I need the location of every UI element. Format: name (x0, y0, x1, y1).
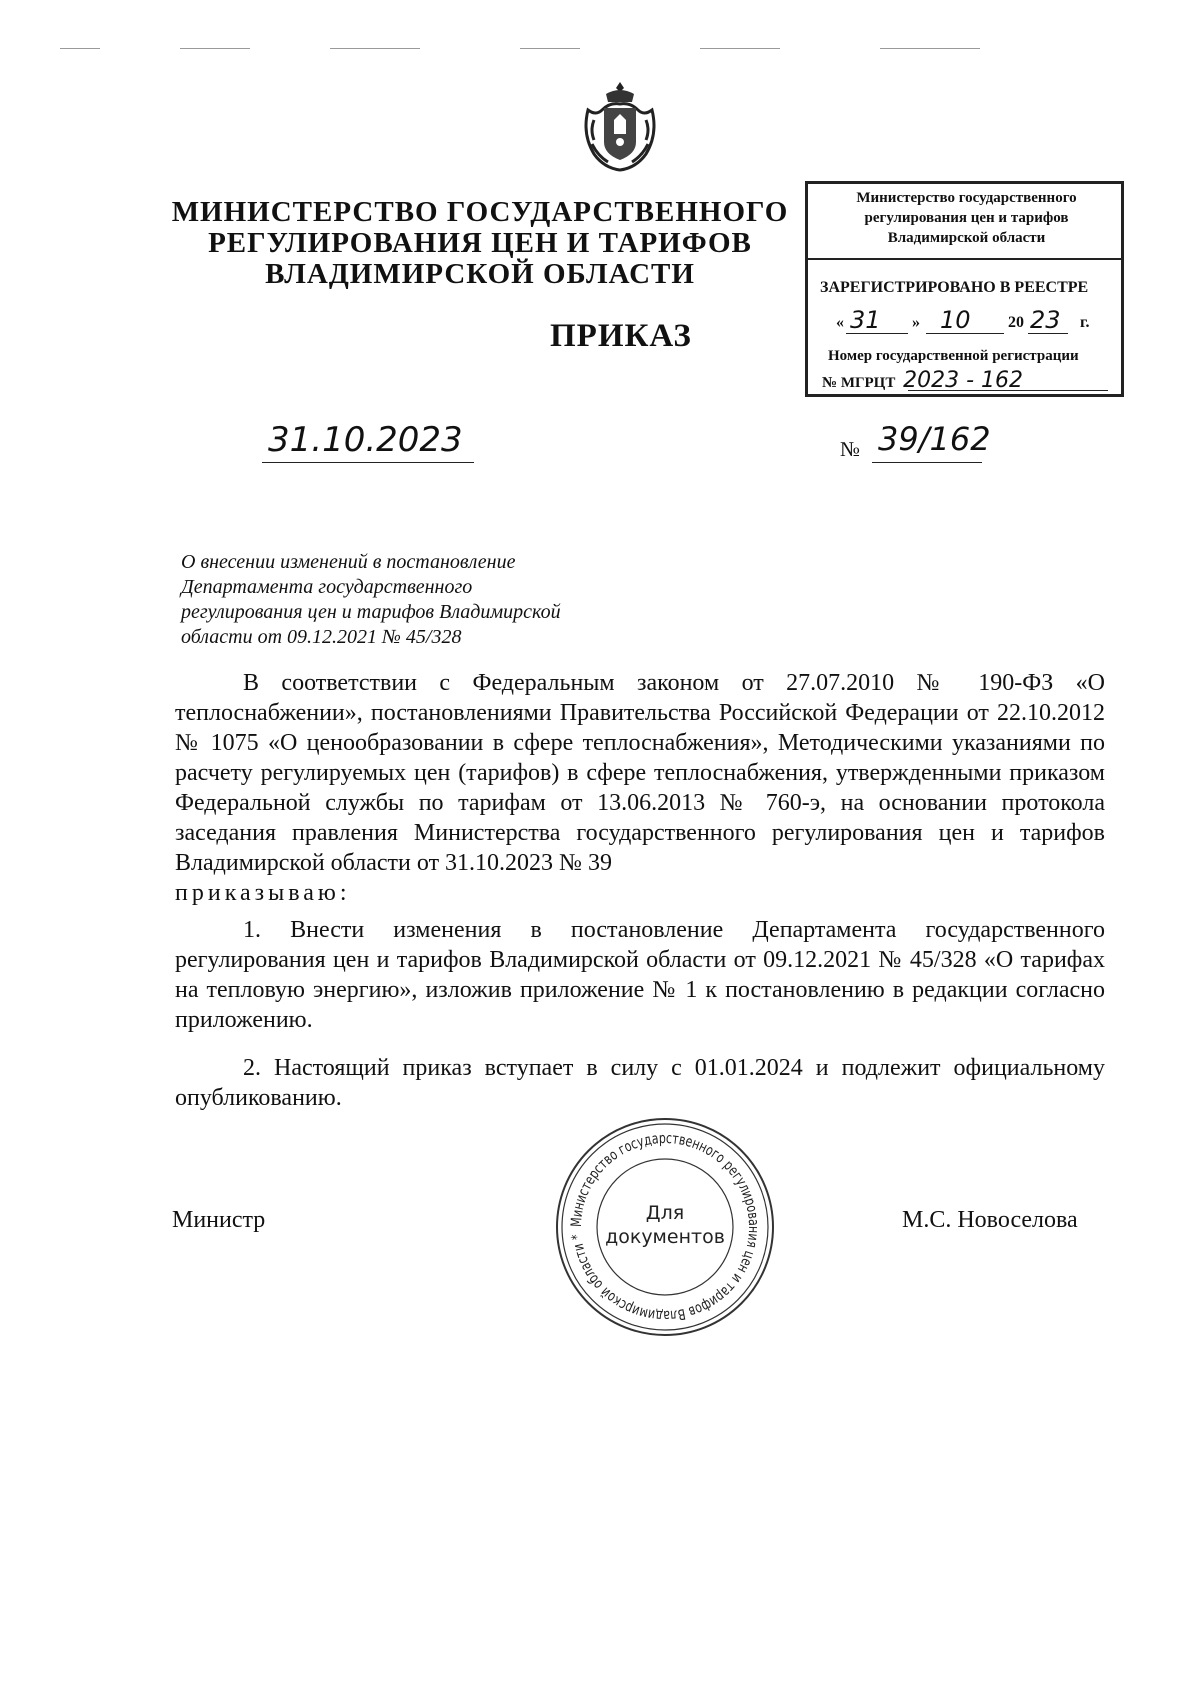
signatory-title: Министр (172, 1207, 266, 1233)
stamp-number-prefix: № МГРЦТ (822, 375, 896, 391)
subject-line: регулирования цен и тарифов Владимирской (181, 601, 561, 623)
order-item-text: 2. Настоящий приказ вступает в силу с 01.01.2024 и подлежит официальному опубликованию. (175, 1055, 1105, 1111)
stamp-divider (808, 258, 1121, 260)
stamp-year-prefix: 20 (1008, 314, 1024, 331)
ministry-name-line: ВЛАДИМИРСКОЙ ОБЛАСТИ (265, 258, 695, 290)
stamp-org-line: Министерство государственного (856, 190, 1077, 206)
stamp-month: 10 (940, 306, 971, 334)
coat-of-arms-icon (580, 80, 660, 172)
seal-center-line: документов (605, 1226, 725, 1248)
order-command: приказываю: (175, 880, 351, 906)
order-subject (181, 550, 641, 650)
scan-artifact (180, 48, 250, 49)
order-number-label: № (840, 437, 861, 461)
stamp-date-row: « 31 » 10 20 23 г. (836, 306, 1090, 334)
stamp-org-line: регулирования цен и тарифов (864, 210, 1069, 226)
subject-line: О внесении изменений в постановление (181, 551, 516, 573)
signatory-name: М.С. Новоселова (902, 1207, 1078, 1233)
stamp-org-name (818, 188, 1115, 248)
stamp-number: 2023 - 162 (903, 368, 1024, 393)
subject-line: области от 09.12.2021 № 45/328 (181, 626, 462, 648)
subject-line: Департамента государственного (181, 576, 473, 598)
scan-artifact (700, 48, 780, 49)
order-item-text: 1. Внести изменения в постановление Департамента государственного регулирования цен и тарифов Владимирской области от 09.12.2021 № 45/328 «О тарифах на тепловую энергию», изложив приложение № 1 к постановлению в редакции согласно приложению. (175, 917, 1105, 1033)
order-date: 31.10.2023 (268, 420, 463, 460)
order-date-underline (262, 462, 474, 463)
scan-artifact (60, 48, 100, 49)
stamp-year: 23 (1030, 306, 1061, 334)
order-item-1 (175, 915, 1105, 1035)
preamble-text: В соответствии с Федеральным законом от 27.07.2010 № 190-ФЗ «О теплоснабжении», постановлениями Правительства Российской Федерации от 22.10.2012 № 1075 «О ценообразовании в сфере теплоснабжения», Методическими указаниями по расчету регулируемых цен (тарифов) в сфере теплоснабжения, утвержденными приказом Федеральной службы по тарифам от 13.06.2013 № 760-э, на основании протокола заседания правления Министерства государственного регулирования цен и тарифов Владимирской области от 31.10.2023 № 39 (175, 670, 1105, 876)
order-number: 39/162 (878, 420, 991, 458)
stamp-day: 31 (850, 306, 881, 334)
seal-center-line: Для (645, 1202, 685, 1224)
official-seal (553, 1115, 777, 1339)
registration-stamp (805, 181, 1124, 397)
scan-artifact (880, 48, 980, 49)
stamp-registered-label: ЗАРЕГИСТРИРОВАНО В РЕЕСТРЕ (820, 279, 1089, 296)
ministry-name-line: МИНИСТЕРСТВО ГОСУДАРСТВЕННОГО (171, 196, 789, 228)
order-number-underline (872, 462, 982, 463)
ministry-name-line: РЕГУЛИРОВАНИЯ ЦЕН И ТАРИФОВ (208, 227, 752, 259)
order-item-2 (175, 1053, 1105, 1113)
stamp-year-unit: г. (1080, 314, 1090, 331)
scan-artifact (520, 48, 580, 49)
document-type-title: ПРИКАЗ (550, 318, 692, 354)
seal-ring-text: Министерство государственного регулирования цен и тарифов Владимирской области * (568, 1130, 762, 1324)
scan-artifact (330, 48, 420, 49)
stamp-number-label: Номер государственной регистрации (828, 348, 1079, 364)
preamble-paragraph (175, 668, 1105, 908)
stamp-org-line: Владимирской области (887, 230, 1046, 246)
